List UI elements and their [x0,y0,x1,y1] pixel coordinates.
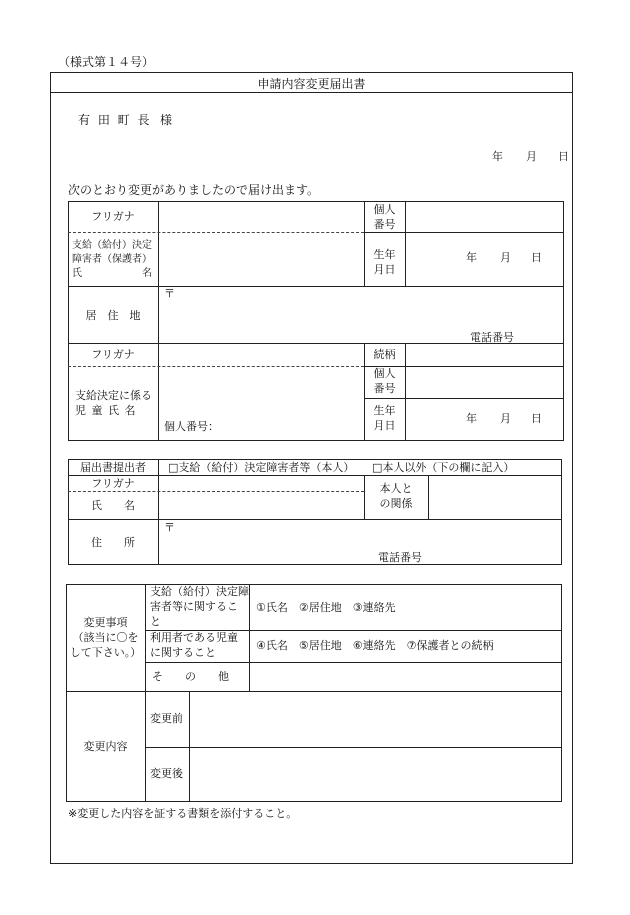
submitter-address-field[interactable] [178,524,558,548]
recipient-birth-day: 日 [531,251,542,264]
submitter-option-self[interactable]: □支給（給付）決定障害者等（本人） [168,461,355,474]
before-field[interactable] [192,694,558,744]
child-birth-label-2: 月日 [373,419,396,432]
submitter-address-label: 住 所 [91,536,135,549]
cat2-label-2: に関すること [150,646,216,659]
submitter-phone-label: 電話番号 [378,551,422,564]
child-birth-label-1: 生年 [373,404,396,417]
recipient-personal-number-label-2: 番号 [373,218,396,231]
submitter-option-other[interactable]: □本人以外（下の欄に記入） [372,461,515,474]
intro-text: 次のとおり変更がありましたので届け出ます。 [68,183,320,197]
date-day: 日 [558,150,569,163]
recipient-furigana-label: フリガナ [91,210,135,223]
child-name-label-2: 児 童 氏 名 [75,404,137,417]
submitter-relation-label-1: 本人と [379,482,413,495]
child-name-field[interactable] [161,369,361,413]
submitter-name-field[interactable] [161,494,361,516]
child-birth-month: 月 [500,412,511,425]
child-birth-day: 日 [531,412,542,425]
cat3-field[interactable] [252,665,558,688]
recipient-name-label-2: 障害者（保護者） [72,254,152,265]
recipient-address-field[interactable] [178,290,558,328]
submitter-label: 届出書提出者 [80,461,146,474]
change-content-label: 変更内容 [83,740,128,753]
cat2-label-1: 利用者である児童 [150,631,238,644]
submitter-relation-label-2: の関係 [379,497,413,510]
date-year: 年 [492,150,503,163]
child-furigana-field[interactable] [161,346,361,364]
recipient-birth-label-2: 月日 [373,263,396,276]
recipient-name-field[interactable] [161,235,361,284]
before-label: 変更前 [150,712,183,725]
recipient-personal-number-label-1: 個人 [373,203,396,216]
after-field[interactable] [192,750,558,799]
child-relation-label: 続柄 [373,348,396,361]
after-label: 変更後 [150,767,183,780]
form-number: （様式第１４号） [58,55,155,69]
recipient-birth-year: 年 [466,251,477,264]
footnote: ※変更した内容を証する書類を添付すること。 [68,807,298,820]
child-relation-field[interactable] [408,346,560,364]
child-personal-number-field: 個人番号： [164,420,219,433]
recipient-postal-mark: 〒 [164,287,175,300]
child-personal-number-side-field[interactable] [408,369,560,395]
recipient-name-label-3: 氏 [72,268,82,279]
submitter-postal-mark: 〒 [164,521,175,534]
submitter-furigana-label: フリガナ [91,477,135,490]
recipient-birth-month: 月 [500,251,511,264]
addressee-name: 有 田 町 長 [78,113,152,127]
recipient-birth-label-1: 生年 [373,248,396,261]
child-name-label-1: 支給決定に係る [75,389,152,402]
recipient-phone-label: 電話番号 [470,331,514,344]
submitter-name-label: 氏 名 [91,499,135,512]
cat1-label-3: と [150,615,161,628]
cat1-options[interactable]: ①氏名 ②居住地 ③連絡先 [256,601,396,614]
date-month: 月 [526,150,537,163]
addressee-honorific: 様 [160,113,173,127]
title-divider [50,92,573,93]
recipient-furigana-field[interactable] [161,204,361,230]
recipient-personal-number-field[interactable] [408,204,560,230]
change-items-label-3: して下さい。） [69,646,142,659]
submitter-relation-field[interactable] [431,478,559,516]
recipient-address-label: 居 住 地 [85,309,141,322]
recipient-name-label-4: 名 [142,268,152,279]
cat3-label: そ の 他 [152,670,229,683]
form-title: 申請内容変更届出書 [257,77,366,91]
child-furigana-label: フリガナ [91,348,135,361]
recipient-name-label-1: 支給（給付）決定 [72,240,152,251]
cat1-label-2: 害者等に関するこ [150,600,238,613]
change-items-label-2: （該当に〇を [72,631,139,644]
cat1-label-1: 支給（給付）決定障 [150,585,249,598]
cat2-options[interactable]: ④氏名 ⑤居住地 ⑥連絡先 ⑦保護者との続柄 [256,639,494,652]
child-personal-number-label-2: 番号 [373,382,396,395]
change-items-label-1: 変更事項 [83,616,128,629]
child-personal-number-label-1: 個人 [373,367,396,380]
submitter-furigana-field[interactable] [161,477,361,489]
child-birth-year: 年 [466,412,477,425]
